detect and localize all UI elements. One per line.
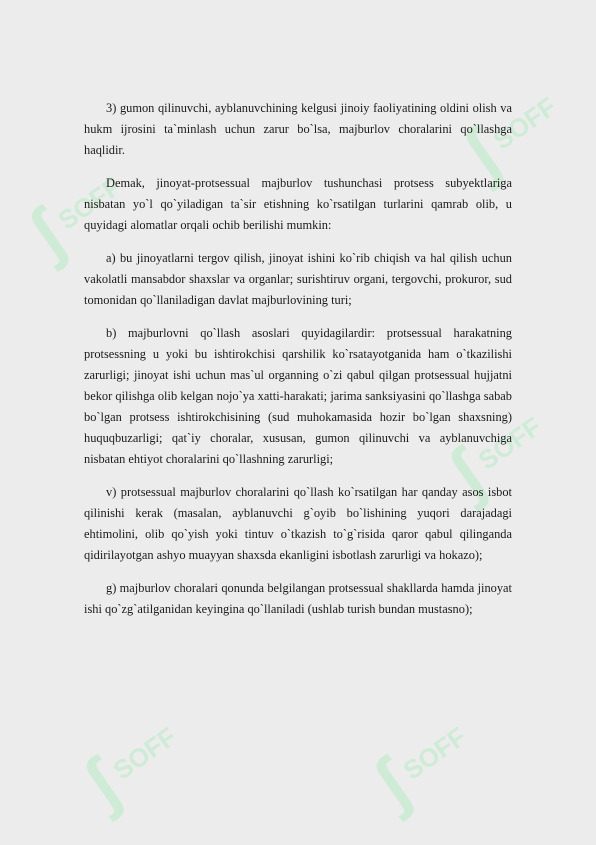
paragraph-g: g) majburlov choralari qonunda belgilangan protsessual shakllarda hamda jinoyat ishi qo`zg`atilganidan keyingina qo`llaniladi (ushlab turish bundan mustasno); (84, 581, 512, 616)
svg-text:SOFF: SOFF (397, 721, 472, 786)
paragraph-v: v) protsessual majburlov choralarini qo`llash ko`rsatilgan har qanday asos isbot qilinishi kerak (masalan, ayblanuvchi g`oyib bo`lishining yuqori darajadagi ehtimolini, olib qo`yish yoki tintuv o`tkazish to`g`risida qaror qabul qilinganda qidirilayotgan ashyo muayyan shaxsda ekanligini isbotlash zarurligi va hokazo); (84, 485, 512, 562)
svg-text:SOFF: SOFF (487, 91, 562, 156)
watermark-logo (75, 690, 195, 840)
svg-text:ʃ: ʃ (75, 745, 134, 823)
svg-text:SOFF: SOFF (472, 411, 547, 476)
paragraph-3: 3) gumon qilinuvchi, ayblanuvchining kelgusi jinoiy faoliyatining oldini olish va hukm ijrosini ta`minlash uchun zarur bo`lsa, majburlov choralarini qo`llashga haqlidir. (84, 101, 512, 157)
document-body (84, 98, 512, 632)
paragraph-b: b) majburlovni qo`llash asoslari quyidagilardir: protsessual harakatning protsessning u yoki bu ishtirokchisi qarshilik ko`rsatayotganida ham o`tkazilishi zarurligi; jinoyat ishi uchun mas`ul organning o`zi qabul qilgan protsessual hujjatni bekor qilishga olib kelgan nojo`ya xatti-harakati; jarima sanksiyasini qo`llashga sabab bo`lgan protsess ishtirokchisining (sud muhokamasida hozir bo`lgan shaxsning) huquqbuzarligi; qat`iy choralar, xususan, gumon qilinuvchi va ayblanuvchiga nisbatan ehtiyot choralarini qo`llashning zarurligi; (84, 326, 512, 466)
paragraph-demak: Demak, jinoyat-protsessual majburlov tushunchasi protsess subyektlariga nisbatan yo`l qo`yiladigan ta`sir etishning ko`rsatilgan turlarini qamrab olib, u quyidagi alomatlar orqali ochib berilishi mumkin: (84, 176, 512, 232)
svg-text:SOFF: SOFF (52, 171, 127, 236)
svg-text:ʃ: ʃ (365, 745, 424, 823)
svg-text:ʃ: ʃ (440, 435, 499, 513)
paragraph-a: a) bu jinoyatlarni tergov qilish, jinoyat ishini ko`rib chiqish va hal qilish uchun vakolatli mansabdor shaxslar va organlar; surishtiruv organi, tergovchi, prokuror, sud tomonidan qo`llaniladigan davlat majburlovining turi; (84, 251, 512, 307)
svg-text:ʃ: ʃ (20, 195, 79, 273)
watermark-logo (365, 690, 485, 840)
svg-text:SOFF: SOFF (107, 721, 182, 786)
svg-text:ʃ: ʃ (455, 115, 514, 193)
